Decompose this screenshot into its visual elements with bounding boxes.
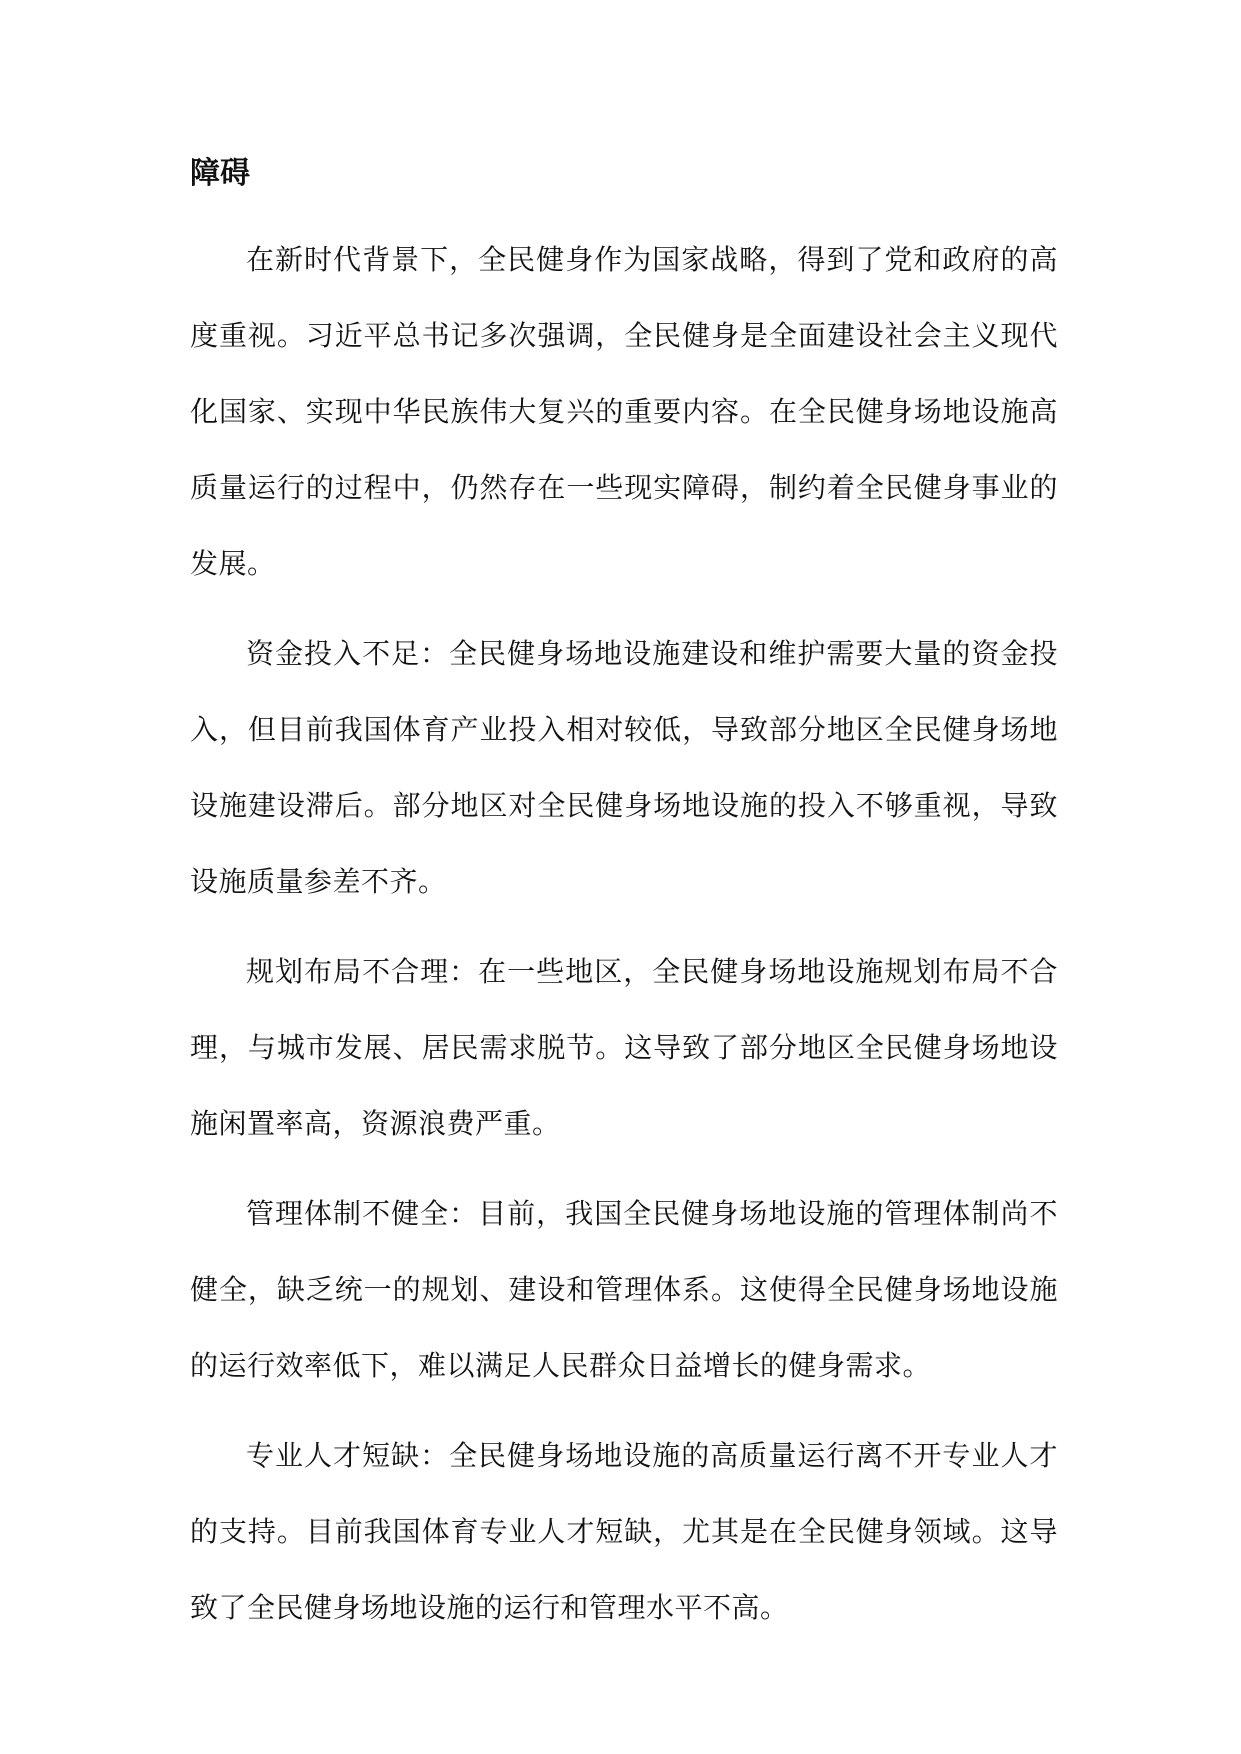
paragraph-planning: 规划布局不合理：在一些地区，全民健身场地设施规划布局不合理，与城市发展、居民需求脱节。这导致了部分地区全民健身场地设施闲置率高，资源浪费严重。 — [190, 955, 1058, 1140]
paragraph-intro: 在新时代背景下，全民健身作为国家战略，得到了党和政府的高度重视。习近平总书记多次强调，全民健身是全面建设社会主义现代化国家、实现中华民族伟大复兴的重要内容。在全民健身场地设施高质量运行的过程中，仍然存在一些现实障碍，制约着全民健身事业的发展。 — [190, 243, 1058, 580]
paragraph-talent: 专业人才短缺：全民健身场地设施的高质量运行离不开专业人才的支持。目前我国体育专业人才短缺，尤其是在全民健身领域。这导致了全民健身场地设施的运行和管理水平不高。 — [190, 1439, 1058, 1624]
paragraph-funding: 资金投入不足：全民健身场地设施建设和维护需要大量的资金投入，但目前我国体育产业投入相对较低，导致部分地区全民健身场地设施建设滞后。部分地区对全民健身场地设施的投入不够重视，导致设施质量参差不齐。 — [190, 637, 1058, 898]
section-heading: 障碍 — [190, 156, 250, 191]
document-body — [190, 140, 1058, 1646]
paragraph-management: 管理体制不健全：目前，我国全民健身场地设施的管理体制尚不健全，缺乏统一的规划、建设和管理体系。这使得全民健身场地设施的运行效率低下，难以满足人民群众日益增长的健身需求。 — [190, 1197, 1058, 1382]
